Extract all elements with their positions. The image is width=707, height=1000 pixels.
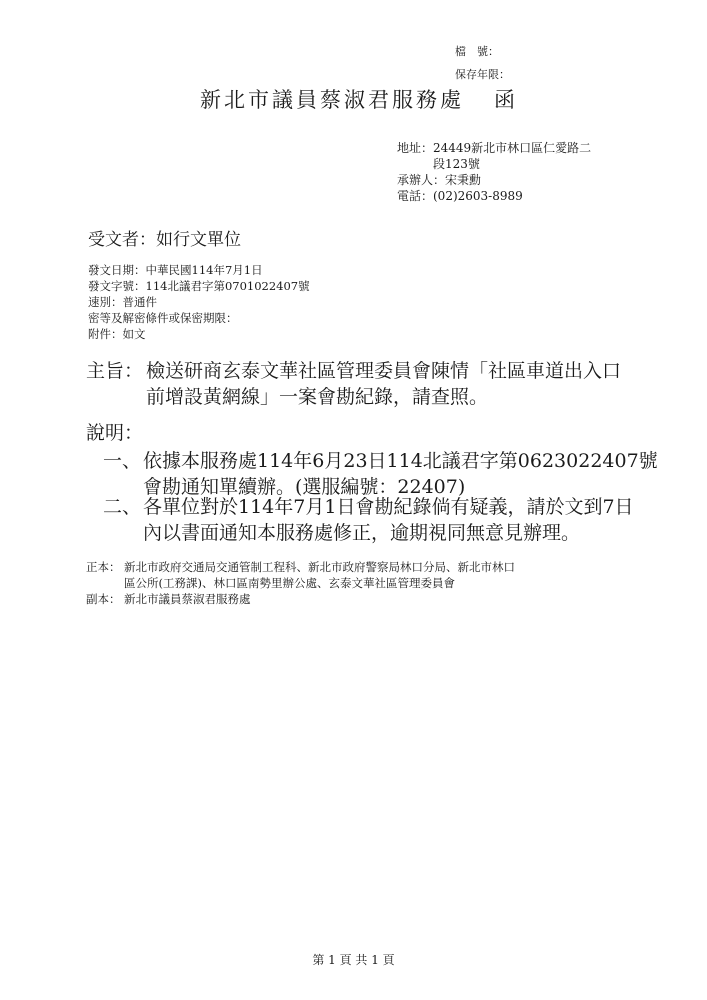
page-number: 第 1 頁 共 1 頁 (312, 953, 395, 967)
issuing-organization: 新北市議員蔡淑君服務處 (200, 88, 464, 112)
item-line-2: 會勘通知單續辦。(選服編號：22407) (143, 476, 466, 498)
explanation-item (103, 448, 658, 500)
item-line-1: 各單位對於114年7月1日會勘紀錄倘有疑義，請於文到7日 (143, 496, 634, 518)
subject-line-2: 前增設黃網線」一案會勘紀錄，請查照。 (146, 386, 489, 408)
document-title (200, 84, 518, 114)
recipient-line (88, 229, 241, 251)
document-type: 函 (494, 88, 518, 112)
address-line-2: 段123號 (433, 157, 480, 171)
file-number-label: 檔 號： (455, 45, 499, 58)
subject-label: 主旨： (86, 360, 144, 382)
original-recipients-line-2: 區公所(工務課)、林口區南勢里辦公處、玄泰文華社區管理委員會 (124, 576, 455, 590)
item-number: 一、 (103, 450, 142, 472)
copy-recipients-value: 新北市議員蔡淑君服務處 (124, 592, 251, 606)
secrecy-level: 密等及解密條件或保密期限： (88, 311, 238, 325)
contact-block (397, 140, 591, 204)
subject-section (86, 358, 621, 410)
document-number: 發文字號：114北議君字第0701022407號 (88, 279, 310, 293)
issue-date: 發文日期：中華民國114年7月1日 (88, 263, 263, 277)
address-line-1: 地址：24449新北市林口區仁愛路二 (397, 141, 592, 155)
distribution-block (86, 559, 515, 607)
explanation-item (103, 494, 634, 546)
original-recipients-line-1: 新北市政府交通局交通管制工程科、新北市政府警察局林口分局、新北市林口 (124, 560, 515, 574)
explanation-label: 說明： (86, 422, 144, 444)
speed-class: 速別：普通件 (88, 295, 157, 309)
phone-number: 電話：(02)2603-8989 (397, 189, 523, 203)
subject-line-1: 檢送研商玄泰文華社區管理委員會陳情「社區車道出入口 (146, 360, 622, 382)
item-line-1: 依據本服務處114年6月23日114北議君字第0623022407號 (143, 450, 658, 472)
retention-period-label: 保存年限： (455, 68, 510, 81)
original-recipients-label: 正本： (86, 560, 121, 574)
attachment: 附件：如文 (88, 327, 146, 341)
recipient-value: 如行文單位 (156, 230, 241, 250)
handler-name: 承辦人：宋秉勳 (397, 173, 482, 187)
document-meta (88, 262, 310, 342)
recipient-label: 受文者： (88, 230, 156, 250)
item-line-2: 內以書面通知本服務處修正，逾期視同無意見辦理。 (143, 522, 581, 544)
copy-recipients-label: 副本： (86, 592, 121, 606)
item-number: 二、 (103, 496, 142, 518)
